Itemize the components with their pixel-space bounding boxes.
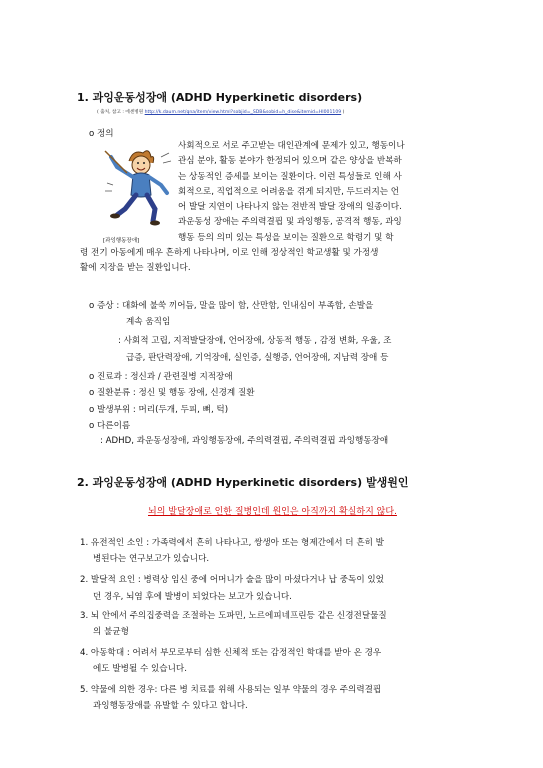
symptom-line: o 증상 : 대화에 불쑥 끼어듬, 말을 많이 함, 산만함, 인내심이 부족함, 손발을: [89, 301, 374, 311]
cause-highlight: 뇌의 발달장애로 인한 질병인데 원인은 아직까지 확실하지 않다.: [148, 507, 397, 517]
image-caption: [과잉행동장애]: [103, 238, 140, 244]
definition-line: 과운동성 장애는 주의력결핍 및 과잉행동, 공격적 행동, 과잉: [178, 217, 402, 228]
cause-3-line1: 3. 뇌 안에서 주의집중력을 조절하는 도파민, 노르에피네프린등 같은 신경전달물질: [80, 611, 387, 621]
classification-line: o 질환분류 : 정신 및 행동 장애, 신경계 질환: [89, 388, 255, 398]
definition-label: o 정의: [89, 129, 114, 139]
definition-line: 어 발달 지연이 나타나지 않는 전반적 발달 장애의 일종이다.: [178, 202, 402, 213]
other-names: : ADHD, 과운동성장애, 과잉행동장애, 주의력결핍, 주의력결핍 과잉행동장애: [100, 436, 389, 446]
source-suffix: ): [342, 110, 345, 115]
cause-3-line2: 의 불균형: [93, 627, 129, 637]
definition-text: [178, 139, 466, 246]
symptom-line: 급증, 판단력장애, 기억장애, 실인증, 실행증, 언어장애, 지남력 장애 등: [126, 353, 389, 363]
definition-line: 령 전기 아동에게 매우 흔하게 나타나며, 이로 인해 정상적인 학교생활 및 가정생: [80, 248, 379, 258]
hyperactive-child-illustration: [103, 143, 173, 231]
cause-1-line2: 병된다는 연구보고가 있습니다.: [93, 554, 210, 564]
child-drawing: [103, 143, 173, 231]
section1-heading: 1. 과잉운동성장애 (ADHD Hyperkinetic disorders): [77, 91, 363, 104]
definition-continuation: [80, 246, 466, 277]
cause-5-line2: 과잉행동장애를 유발할 수 있다고 합니다.: [93, 701, 248, 711]
symptom-line: 계속 움직임: [126, 317, 171, 327]
definition-line: 사회적으로 서로 주고받는 대인관계에 문제가 있고, 행동이나: [178, 141, 405, 151]
definition-line: 활에 지장을 받는 질환입니다.: [80, 263, 191, 274]
definition-line: 관심 분야, 활동 분야가 한정되어 있으며 같은 양상을 반복하: [178, 156, 402, 167]
department-line: o 진료과 : 정신과 / 관련질병 지적장애: [89, 372, 233, 382]
cause-1-line1: 1. 유전적인 소인 : 가족력에서 흔히 나타나고, 쌍생아 또는 형제간에서 더 흔히 발: [80, 538, 384, 548]
source-link[interactable]: http://k.daum.net/qna/item/view.html?sobjid=_SDB&sobid=h_dise&itemid=HI001109: [144, 110, 342, 115]
other-names-label: o 다른이름: [89, 421, 131, 431]
definition-line: 회적으로, 직업적으로 어려움을 겪게 되지만, 두드러지는 언: [178, 186, 400, 197]
body-part-line: o 발생부위 : 머리(두개, 두피, 뼈, 턱): [89, 405, 229, 415]
cause-5-line1: 5. 약물에 의한 경우: 다른 병 치료를 위해 사용되는 일부 약물의 경우 주의력결핍: [80, 685, 382, 695]
section2-heading: 2. 과잉운동성장애 (ADHD Hyperkinetic disorders) 발생원인: [77, 476, 409, 489]
definition-line: 는 상동적인 증세를 보이는 질환이다. 이런 특성들로 인해 사: [178, 171, 402, 182]
symptom-line: : 사회적 고립, 지적발달장애, 언어장애, 상동적 행동 , 감정 변화, 우울, 조: [118, 336, 392, 346]
cause-4-line1: 4. 아동학대 : 어려서 부모로부터 심한 신체적 또는 감정적인 학대를 받아 온 경우: [80, 648, 382, 658]
source-line: [97, 109, 344, 115]
cause-4-line2: 에도 발병될 수 있습니다.: [93, 664, 187, 674]
cause-2-line2: 던 경우, 뇌염 후에 발병이 되었다는 보고가 있습니다.: [93, 592, 292, 602]
cause-2-line1: 2. 발달적 요인 : 병력상 임신 중에 어머니가 술을 많이 마셨다거나 납 중독이 있었: [80, 575, 384, 585]
source-prefix: ( 출처, 참고 : 에센병원: [97, 110, 144, 115]
definition-line: 행동 등의 의미 있는 특성을 보이는 질환으로 학령기 및 학: [178, 232, 394, 243]
